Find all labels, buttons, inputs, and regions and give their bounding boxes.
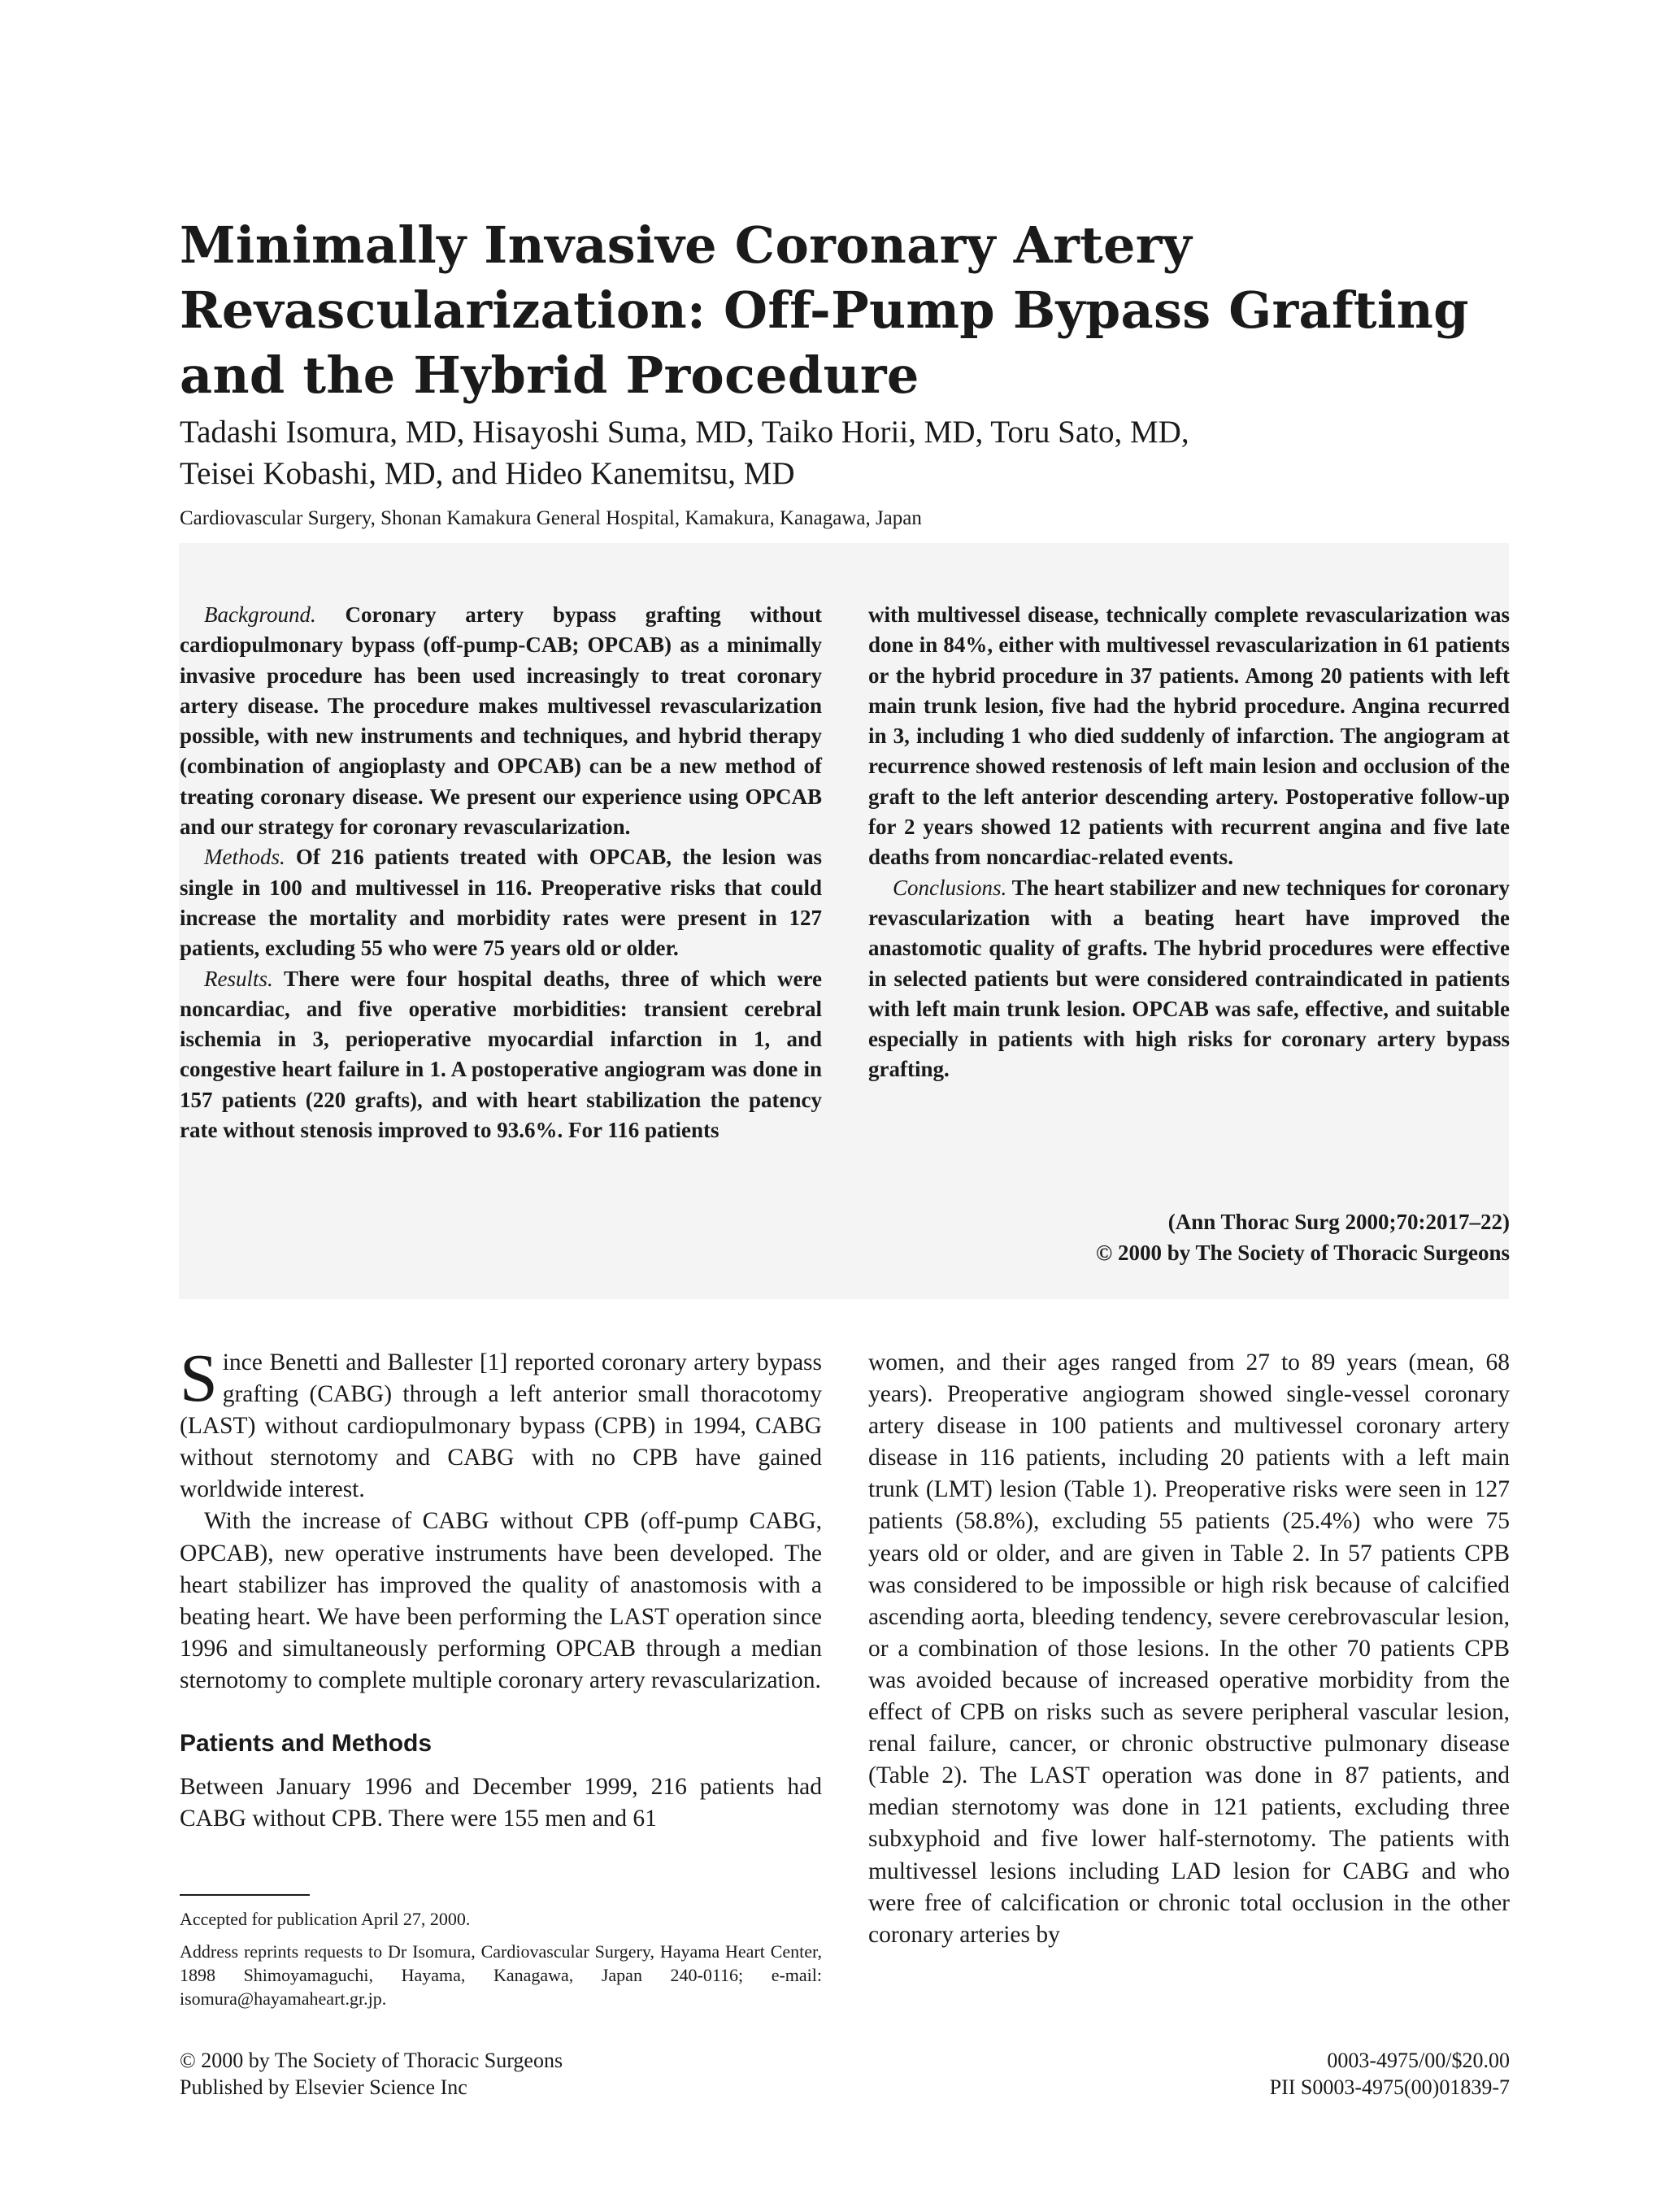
- footer-issn: 0003-4975/00/$20.00: [1327, 2049, 1510, 2072]
- article-title: [180, 213, 1562, 408]
- abstract-methods-paragraph: Methods. Of 216 patients treated with OPCAB, the lesion was single in 100 and multivessel in 116. Preoperative risks that could increase the mortality and morbidity rates were present in 127 patients, excluding 55 who were 75 years old or older.: [180, 845, 822, 961]
- page-footer-left: [180, 2047, 563, 2101]
- abstract-label: Methods.: [204, 845, 285, 870]
- intro-paragraph: With the increase of CABG without CPB (off-pump CABG, OPCAB), new operative instruments have been developed. The heart stabilizer has improved the quality of anastomosis with a beating heart. We have been performing the LAST operation since 1996 and simultaneously performing OPCAB through a median sternotomy to complete multiple coronary artery revascularization.: [180, 1508, 822, 1693]
- body-column-left: [180, 1341, 822, 1835]
- footer-copyright: © 2000 by The Society of Thoracic Surgeons: [180, 2049, 563, 2072]
- abstract-conclusions-paragraph: Conclusions. The heart stabilizer and new techniques for coronary revascularization with a beating heart have improved the anastomotic quality of grafts. The hybrid procedures were effective in selected patients but were considered contraindicated in patients with left main trunk lesion. OPCAB was safe, effective, and suitable especially in patients with high risks for coronary artery bypass grafting.: [868, 875, 1510, 1082]
- citation-copyright: © 2000 by The Society of Thoracic Surgeons: [1096, 1241, 1510, 1265]
- abstract-label: Conclusions.: [893, 875, 1007, 900]
- drop-cap: S: [180, 1341, 218, 1416]
- title-line: and the Hybrid Procedure: [180, 345, 919, 405]
- citation-reference: (Ann Thorac Surg 2000;70:2017–22): [1167, 1210, 1510, 1234]
- author-line: Tadashi Isomura, MD, Hisayoshi Suma, MD, Taiko Horii, MD, Toru Sato, MD,: [180, 415, 1189, 450]
- abstract-column-right: [868, 600, 1510, 1085]
- body-column-right: [868, 1347, 1510, 1951]
- intro-paragraph: Since Benetti and Ballester [1] reported coronary artery bypass grafting (CABG) through a left anterior small thoracotomy (LAST) without cardiopulmonary bypass (CPB) in 1994, CABG without sternotomy and CABG with no CPB have gained worldwide interest.: [180, 1341, 822, 1503]
- footnotes: [180, 1907, 822, 2019]
- methods-paragraph: Between January 1996 and December 1999, 216 patients had CABG without CPB. There were 155 men and 61: [180, 1774, 822, 1832]
- footer-pii: PII S0003-4975(00)01839-7: [1269, 2075, 1510, 2099]
- abstract-results-paragraph: Results. There were four hospital deaths, three of which were noncardiac, and five operative morbidities: transient cerebral ischemia in 3, perioperative myocardial infarction in 1, and congestive heart failure in 1. A postoperative angiogram was done in 157 patients (220 grafts), and with heart stabilization the patency rate without stenosis improved to 93.6%. For 116 patients: [180, 966, 822, 1143]
- title-line: Revascularization: Off-Pump Bypass Grafting: [180, 280, 1469, 340]
- footnote-address: Address reprints requests to Dr Isomura, Cardiovascular Surgery, Hayama Heart Center, 1898 Shimoyamaguchi, Hayama, Kanagawa, Japan 240-0116; e-mail: isomura@hayamaheart.gr.jp.: [180, 1941, 822, 2009]
- title-line: Minimally Invasive Coronary Artery: [180, 215, 1193, 275]
- abstract-label: Background.: [204, 602, 316, 627]
- footnote-accepted: Accepted for publication April 27, 2000.: [180, 1909, 471, 1929]
- abstract-label: Results.: [204, 966, 273, 991]
- affiliation: Cardiovascular Surgery, Shonan Kamakura General Hospital, Kamakura, Kanagawa, Japan: [180, 507, 922, 529]
- footnote-divider: [180, 1894, 310, 1896]
- abstract-background-paragraph: Background. Coronary artery bypass grafting without cardiopulmonary bypass (off-pump-CAB; OPCAB) as a minimally invasive procedure has been used increasingly to treat coronary artery disease. The procedure makes multivessel revascularization possible, with new instruments and techniques, and hybrid therapy (combination of angioplasty and OPCAB) can be a new method of treating coronary disease. We present our experience using OPCAB and our strategy for coronary revascularization.: [180, 602, 822, 840]
- footer-publisher: Published by Elsevier Science Inc: [180, 2075, 467, 2099]
- author-line: Teisei Kobashi, MD, and Hideo Kanemitsu, MD: [180, 456, 795, 491]
- author-list: [180, 411, 1602, 494]
- page-footer-right: [1270, 2047, 1510, 2101]
- journal-citation: [1096, 1206, 1510, 1268]
- abstract-results-continued: with multivessel disease, technically complete revascularization was done in 84%, either with multivessel revascularization in 61 patients or the hybrid procedure in 37 patients. Among 20 patients with left main trunk lesion, five had the hybrid procedure. Angina recurred in 3, including 1 who died suddenly of infarction. The angiogram at recurrence showed restenosis of left main lesion and occlusion of the graft to the left anterior descending artery. Postoperative follow-up for 2 years showed 12 patients with recurrent angina and five late deaths from noncardiac-related events.: [868, 602, 1510, 870]
- abstract-column-left: [180, 600, 822, 1145]
- methods-paragraph-continued: women, and their ages ranged from 27 to 89 years (mean, 68 years). Preoperative angiogram showed single-vessel coronary artery disease in 100 patients and multivessel coronary artery disease in 116 patients, including 20 patients with a left main trunk (LMT) lesion (Table 1). Preoperative risks were seen in 127 patients (58.8%), excluding 55 patients (25.4%) who were 75 years old or older, and are given in Table 2. In 57 patients CPB was considered to be impossible or high risk because of calcified ascending aorta, bleeding tendency, severe cerebrovascular lesion, or a combination of those lesions. In the other 70 patients CPB was avoided because of increased operative morbidity from the effect of CPB on risks such as severe peripheral vascular lesion, renal failure, cancer, or chronic obstructive pulmonary disease (Table 2). The LAST operation was done in 87 patients, and median sternotomy was done in 121 patients, excluding three subxyphoid and five lower half-sternotomy. The patients with multivessel lesions including LAD lesion for CABG and who were free of calcification or chronic total occlusion in the other coronary arteries by: [868, 1349, 1510, 1948]
- section-heading: Patients and Methods: [180, 1730, 433, 1758]
